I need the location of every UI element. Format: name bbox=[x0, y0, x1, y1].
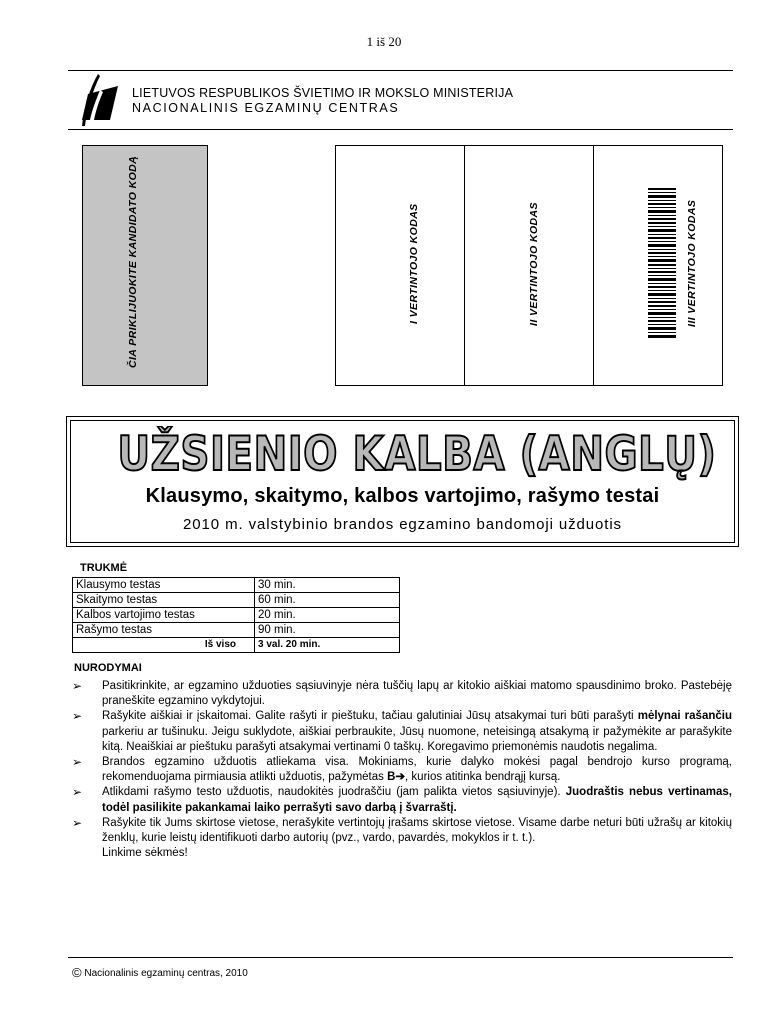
instructions-list bbox=[72, 679, 732, 861]
closing-text: Linkime sėkmės! bbox=[102, 847, 188, 860]
instruction-text: Rašykite aiškiai ir įskaitomai. Galite rašyti ir pieštuku, tačiau galutiniai Jūsų atsakymai turi būti parašyti mėlynai rašančiu parkeriu ar tušinuku. Jeigu suklydote, aiškiai perbraukite, Jūsų nuomone, neteisingą atsakymą ir pažymėkite ar parašykite kitą. Neaiškiai ar pieštuku parašyti atsakymai vertinami 0 taškų. Koregavimo priemonėmis naudotis negalima. bbox=[102, 710, 732, 753]
emphasis-text: mėlynai rašančiu bbox=[637, 710, 732, 723]
duration-table bbox=[72, 577, 400, 653]
table-row bbox=[73, 623, 400, 638]
header-rule-bottom bbox=[68, 129, 733, 130]
grader-3-code-box bbox=[594, 146, 722, 385]
grader-code-boxes bbox=[335, 145, 723, 386]
list-item bbox=[72, 785, 732, 815]
total-value: 3 val. 20 min. bbox=[255, 638, 400, 653]
instruction-text: Pasitikrinkite, ar egzamino užduoties sąsiuvinyje nėra tuščių lapų ar kitokio aiškiai matomo spausdinimo broko. Pastebėję praneškite egzamino vykdytojui. bbox=[102, 680, 732, 708]
instructions-heading: NURODYMAI bbox=[74, 662, 142, 674]
instruction-text: Atlikdami rašymo testo užduotis, naudokitės juodraščiu (jam palikta vietos sąsiuvinyje). Juodraštis nebus vertinamas, todėl pasilikite pakankamai laiko perrašyti savo darbą į švarraštį. bbox=[102, 786, 732, 814]
test-time: 20 min. bbox=[255, 608, 400, 623]
list-item bbox=[72, 755, 732, 785]
footer-text: Nacionalinis egzaminų centras, 2010 bbox=[84, 968, 248, 979]
arrow-bullet-icon: ➢ bbox=[72, 755, 83, 770]
table-row bbox=[73, 593, 400, 608]
instruction-text: Rašykite tik Jums skirtose vietose, nerašykite vertintojų įrašams skirtose vietose. Visame darbe neturi būti užrašų ar kitokių ženklų, kurie leistų identifikuoti darbo autorių (pvz., vardo, pavardės, mokyklos ir t. t.). bbox=[102, 816, 732, 845]
grader-1-code-label: I VERTINTOJO KODAS bbox=[408, 203, 420, 325]
barcode-icon bbox=[648, 188, 676, 338]
candidate-code-sticker-area bbox=[82, 145, 208, 386]
arrow-bullet-icon: ➢ bbox=[72, 815, 83, 830]
list-item bbox=[72, 709, 732, 755]
ministry-name bbox=[132, 86, 513, 116]
nec-logo-icon bbox=[76, 72, 122, 128]
list-item bbox=[72, 816, 732, 846]
total-row bbox=[73, 638, 400, 653]
arrow-bullet-icon: ➢ bbox=[72, 785, 83, 800]
grader-3-code-label: III VERTINTOJO KODAS bbox=[686, 199, 698, 327]
emphasis-text: Juodraštis nebus vertinamas, todėl pasilikite pakankamai laiko perrašyti savo darbą į švarraštį. bbox=[102, 786, 732, 814]
footer-rule bbox=[68, 957, 733, 958]
test-time: 60 min. bbox=[255, 593, 400, 608]
list-item bbox=[72, 679, 732, 709]
test-name: Skaitymo testas bbox=[73, 593, 255, 608]
ministry-line-2: NACIONALINIS EGZAMINŲ CENTRAS bbox=[132, 101, 400, 115]
test-name: Klausymo testas bbox=[73, 578, 255, 593]
ministry-line-1: LIETUVOS RESPUBLIKOS ŠVIETIMO IR MOKSLO MINISTERIJA bbox=[132, 86, 514, 100]
grader-2-code-label: II VERTINTOJO KODAS bbox=[528, 202, 540, 326]
table-row bbox=[73, 608, 400, 623]
grader-1-code-box bbox=[336, 146, 465, 385]
emphasis-text: B➔ bbox=[387, 771, 406, 784]
copyright-icon: © bbox=[72, 965, 82, 980]
instruction-text: Brandos egzamino užduotis atliekama visa. Mokiniams, kurie dalyko mokėsi pagal bendrojo kurso programą, rekomenduojama pirmiausia atlikti užduotis, pažymėtas B➔, kurios atitinka bendrąjį kursą. bbox=[102, 756, 732, 784]
page-number: 1 iš 20 bbox=[366, 34, 402, 49]
header-rule-top bbox=[68, 70, 733, 71]
title-block bbox=[70, 420, 735, 543]
candidate-code-label: ČIA PRIKLIJUOKITE KANDIDATO KODĄ bbox=[127, 156, 139, 369]
arrow-bullet-icon: ➢ bbox=[72, 709, 83, 724]
test-name: Rašymo testas bbox=[73, 623, 255, 638]
test-time: 90 min. bbox=[255, 623, 400, 638]
footer bbox=[72, 965, 248, 980]
total-label: Iš viso bbox=[73, 638, 255, 653]
arrow-bullet-icon: ➢ bbox=[72, 679, 83, 693]
exam-description: 2010 m. valstybinio brandos egzamino bandomoji užduotis bbox=[183, 516, 622, 533]
grader-2-code-box bbox=[465, 146, 594, 385]
exam-subtitle: Klausymo, skaitymo, kalbos vartojimo, rašymo testai bbox=[145, 485, 660, 507]
table-row bbox=[73, 578, 400, 593]
exam-main-title: UŽSIENIO KALBA (ANGLŲ) bbox=[117, 427, 717, 482]
test-time: 30 min. bbox=[255, 578, 400, 593]
duration-heading: TRUKMĖ bbox=[80, 562, 128, 574]
test-name: Kalbos vartojimo testas bbox=[73, 608, 255, 623]
